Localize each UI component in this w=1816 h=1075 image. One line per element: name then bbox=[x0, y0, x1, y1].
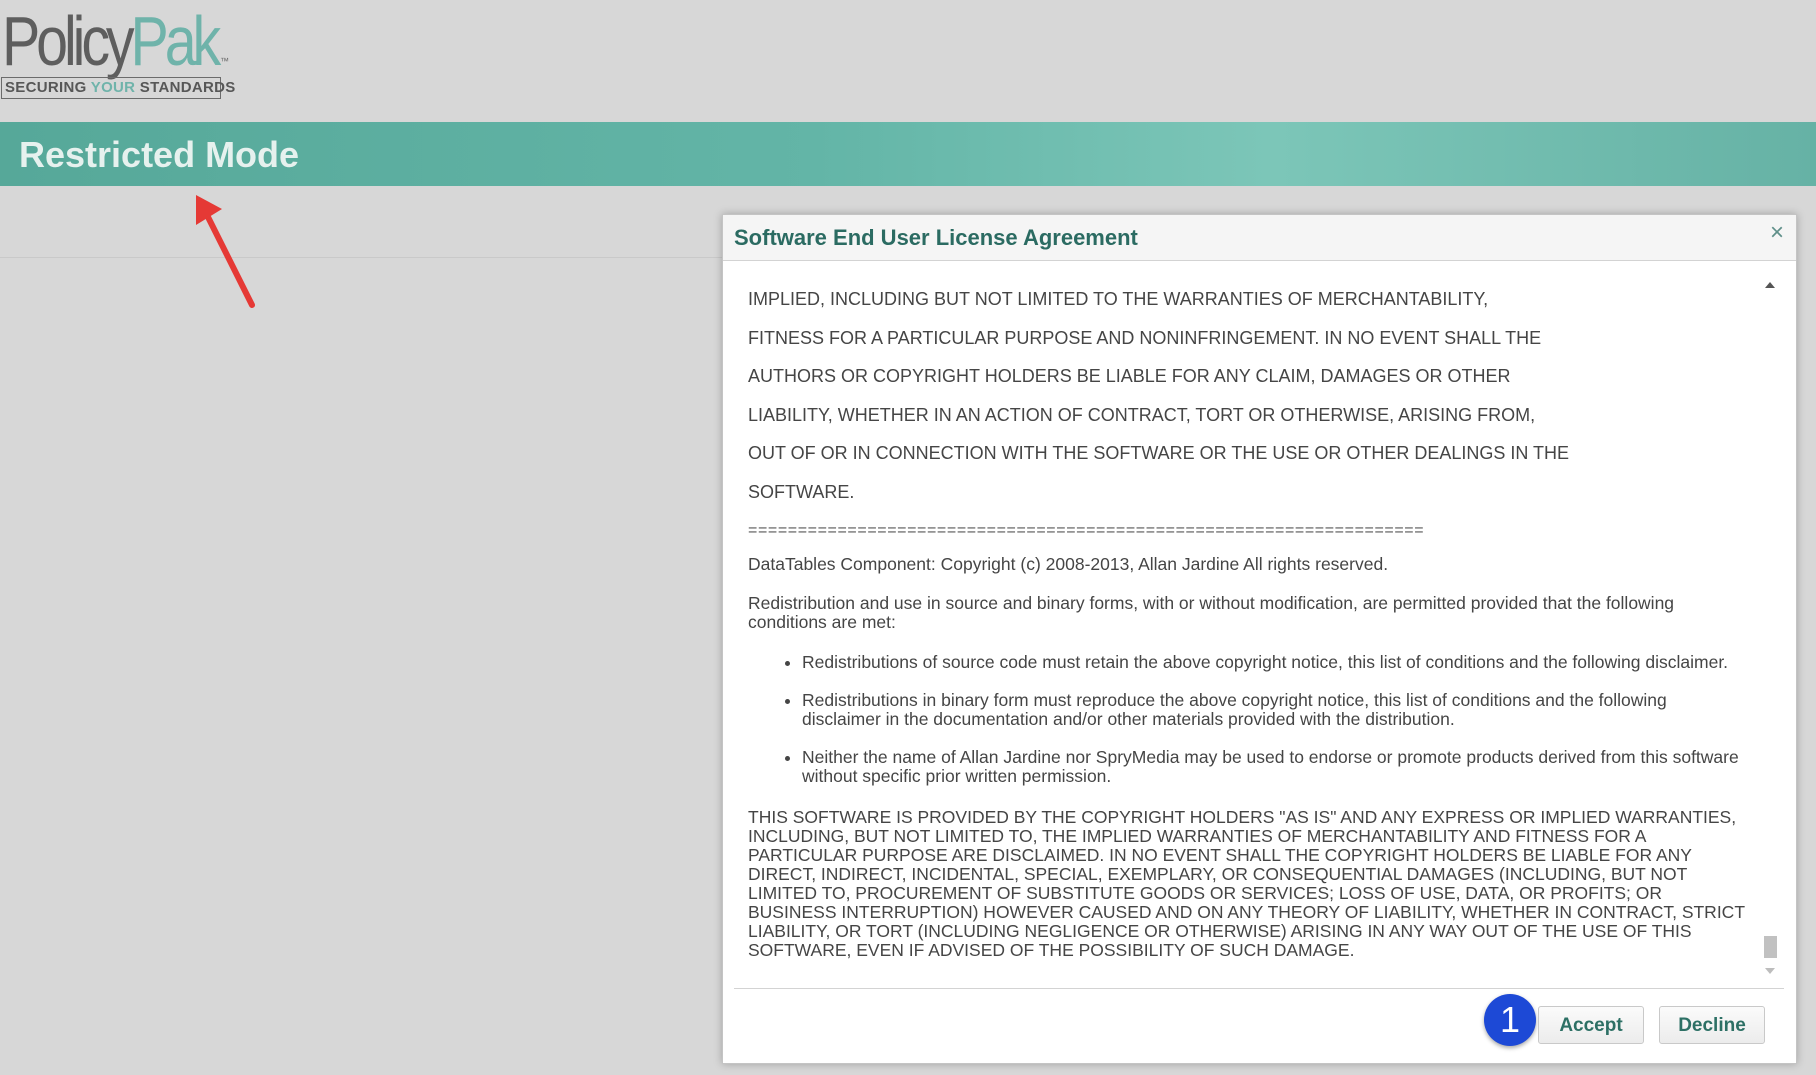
license-text bbox=[748, 280, 1748, 960]
separator-line: ==================================================================== bbox=[748, 522, 1425, 539]
license-line: FITNESS FOR A PARTICULAR PURPOSE AND NONINFRINGEMENT. IN NO EVENT SHALL THE bbox=[748, 327, 1542, 348]
page-title: Restricted Mode bbox=[19, 134, 300, 175]
scroll-down-arrow-icon[interactable] bbox=[1765, 968, 1775, 974]
license-line: AUTHORS OR COPYRIGHT HOLDERS BE LIABLE FOR ANY CLAIM, DAMAGES OR OTHER bbox=[748, 366, 1511, 386]
condition-item: • Redistributions of source code must retain the above copyright notice, this list of conditions and the following disclaimer. bbox=[802, 653, 1748, 672]
logo-trademark: ™ bbox=[220, 56, 229, 66]
license-line: SOFTWARE. bbox=[748, 481, 855, 502]
logo-word-pak: Pak bbox=[130, 2, 218, 80]
dialog-header bbox=[723, 215, 1796, 261]
tagline-part1: SECURING bbox=[5, 79, 91, 96]
policypak-logo bbox=[0, 2, 240, 106]
copyright-notice: DataTables Component: Copyright (c) 2008-2013, Allan Jardine All rights reserved. bbox=[748, 554, 1389, 574]
license-text-area[interactable] bbox=[734, 272, 1784, 989]
license-line: OUT OF OR IN CONNECTION WITH THE SOFTWARE OR THE USE OR OTHER DEALINGS IN THE bbox=[748, 443, 1570, 463]
scroll-up-arrow-icon[interactable] bbox=[1765, 282, 1775, 288]
close-icon[interactable]: × bbox=[1769, 219, 1784, 246]
eula-dialog bbox=[722, 214, 1797, 1064]
dialog-title: Software End User License Agreement bbox=[734, 225, 1138, 250]
condition-item: • Redistributions in binary form must reproduce the above copyright notice, this list of conditions and the following disclaimer in the documentation and/or other materials provided with the distribution. bbox=[802, 691, 1748, 729]
logo-wordmark bbox=[2, 2, 218, 80]
logo-word-policy: Policy bbox=[2, 2, 131, 80]
license-scrollbar[interactable] bbox=[1760, 272, 1780, 988]
mode-header-band bbox=[0, 122, 1816, 186]
accept-button[interactable]: Accept bbox=[1538, 1006, 1644, 1044]
license-line: IMPLIED, INCLUDING BUT NOT LIMITED TO THE WARRANTIES OF MERCHANTABILITY, bbox=[748, 289, 1489, 309]
decline-button[interactable]: Decline bbox=[1659, 1006, 1765, 1044]
step-number-badge: 1 bbox=[1484, 994, 1536, 1046]
logo-tagline bbox=[1, 77, 236, 99]
warranty-disclaimer: THIS SOFTWARE IS PROVIDED BY THE COPYRIGHT HOLDERS "AS IS" AND ANY EXPRESS OR IMPLIED WARRANTIES, INCLUDING, BUT NOT LIMITED TO, THE IMPLIED WARRANTIES OF MERCHANTABILITY AND FITNESS FOR A PARTICULAR PURPOSE ARE DISCLAIMED. IN NO EVENT SHALL THE COPYRIGHT HOLDERS BE LIABLE FOR ANY DIRECT, INDIRECT, INCIDENTAL, SPECIAL, EXEMPLARY, OR CONSEQUENTIAL DAMAGES (INCLUDING, BUT NOT LIMITED TO, PROCUREMENT OF SUBSTITUTE GOODS OR SERVICES; LOSS OF USE, DATA, OR PROFITS; OR BUSINESS INTERRUPTION) HOWEVER CAUSED AND ON ANY THEORY OF LIABILITY, WHETHER IN CONTRACT, STRICT LIABILITY, OR TORT (INCLUDING NEGLIGENCE OR OTHERWISE) ARISING IN ANY WAY OUT OF THE USE OF THIS SOFTWARE, EVEN IF ADVISED OF THE POSSIBILITY OF SUCH DAMAGE. bbox=[748, 807, 1745, 960]
annotation-arrow-icon bbox=[188, 195, 268, 315]
condition-item: • Neither the name of Allan Jardine nor SpryMedia may be used to endorse or promote products derived from this software without specific prior written permission. bbox=[802, 748, 1748, 786]
license-line: LIABILITY, WHETHER IN AN ACTION OF CONTRACT, TORT OR OTHERWISE, ARISING FROM, bbox=[748, 404, 1536, 425]
tagline-part2: YOUR bbox=[90, 79, 136, 96]
tagline-part3: STANDARDS bbox=[135, 79, 236, 96]
conditions-list bbox=[748, 653, 1748, 786]
header-divider bbox=[0, 257, 730, 258]
scrollbar-thumb[interactable] bbox=[1764, 936, 1777, 958]
redistribution-intro: Redistribution and use in source and binary forms, with or without modification, are permitted provided that the following conditions are met: bbox=[748, 593, 1675, 632]
